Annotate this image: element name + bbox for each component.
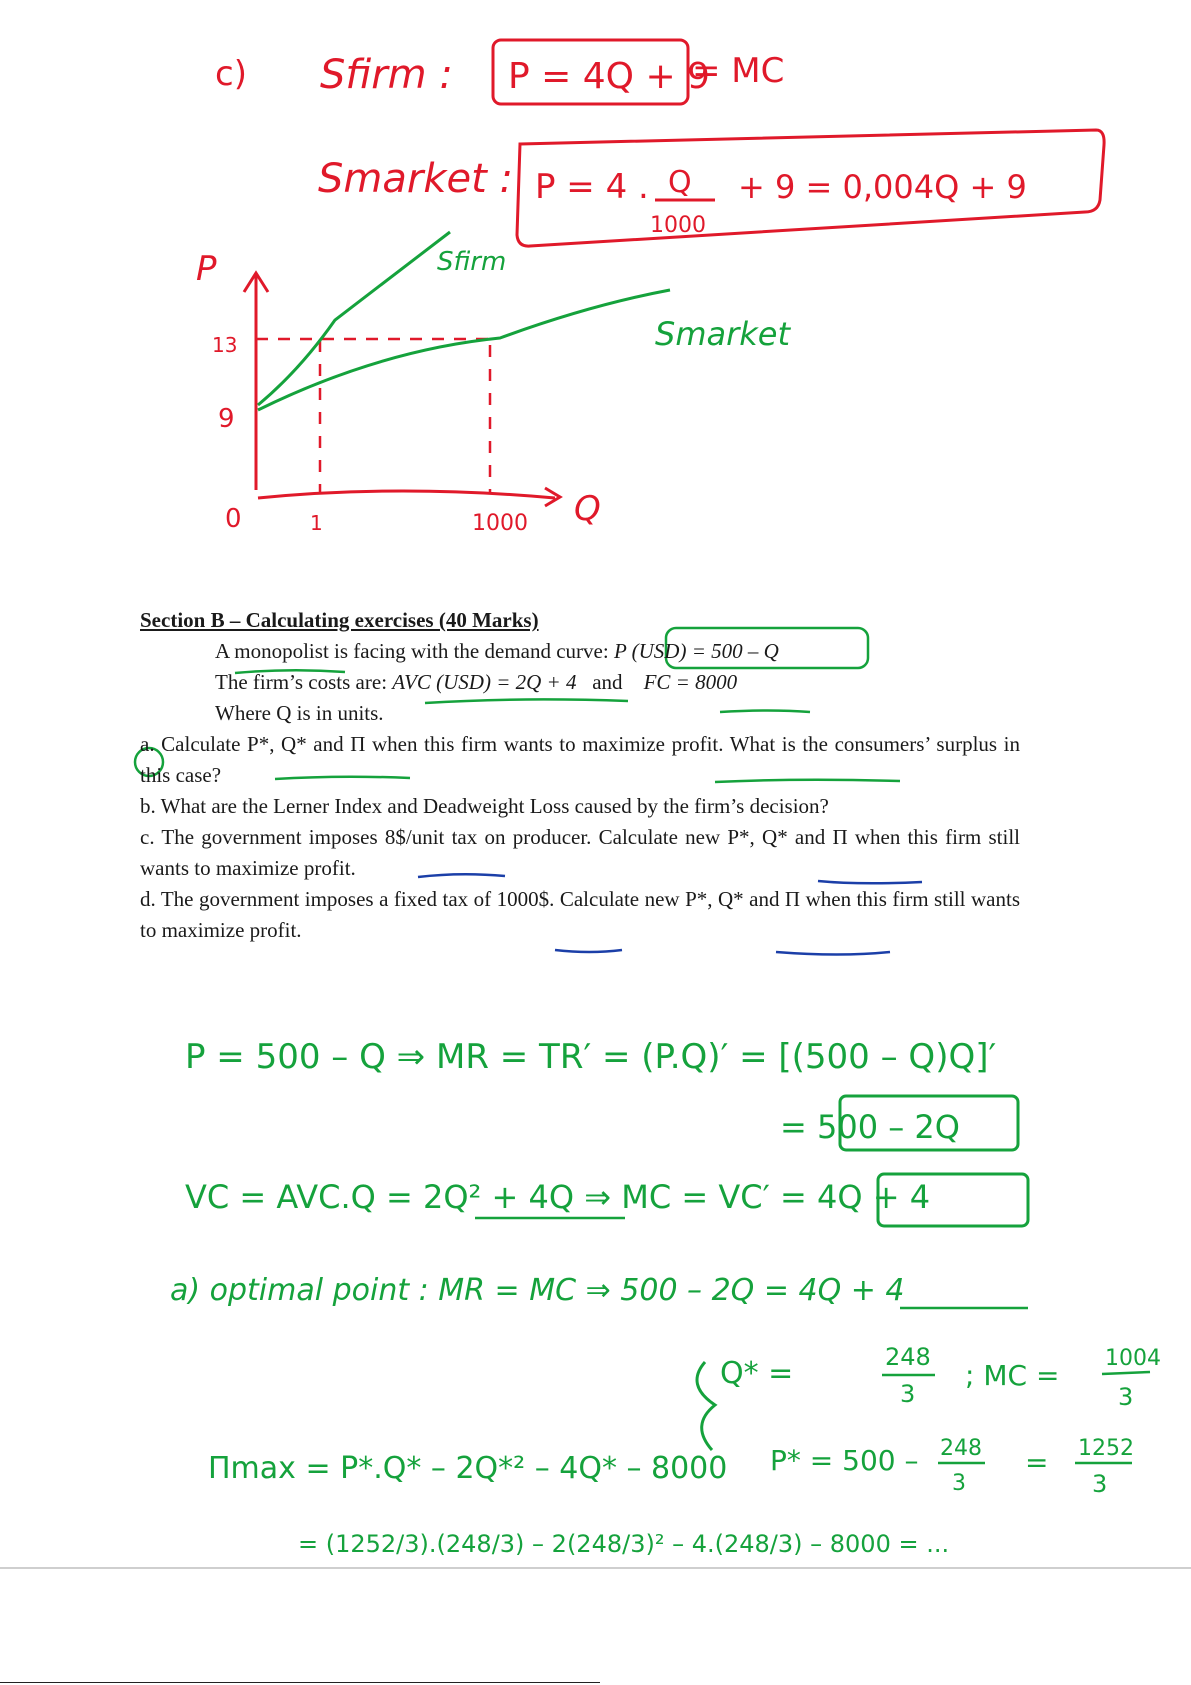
question-c xyxy=(140,822,1020,884)
x-axis xyxy=(258,491,555,498)
intro-2a: The firm’s costs are: xyxy=(215,670,393,694)
intro-1b: is facing with the demand curve: xyxy=(328,639,614,663)
s-market-label: Smarket : xyxy=(318,156,513,202)
system-brace xyxy=(697,1362,715,1450)
question-d xyxy=(140,884,1020,946)
s-market-eq-left: P = 4 . xyxy=(535,167,649,207)
y-tick-9: 9 xyxy=(218,404,235,434)
intro-line-3: Where Q is in units. xyxy=(215,701,384,725)
fc-formula: FC = 8000 xyxy=(643,670,738,694)
q-star-num: 248 xyxy=(885,1343,931,1371)
s-market-frac-den: 1000 xyxy=(650,213,706,238)
intro-line-2 xyxy=(140,667,1020,698)
qa-text-3: . What is the consumers’ surplus in this case? xyxy=(140,732,1021,787)
s-firm-curve-label: Sfirm xyxy=(437,247,507,277)
footer-rule xyxy=(0,1682,600,1683)
qd-text-2: . Calculate new xyxy=(549,887,686,911)
p-star-frac-num: 248 xyxy=(940,1436,982,1461)
y-axis-label: P xyxy=(196,249,217,289)
qa-text-2: when this firm wants to xyxy=(365,732,583,756)
page-bottom-rule xyxy=(0,1567,1191,1569)
y-tick-13: 13 xyxy=(212,333,238,357)
q-star-den: 3 xyxy=(900,1380,916,1408)
section-title: Section B – Calculating exercises (40 Marks) xyxy=(140,608,539,632)
mc-num: 1004 xyxy=(1105,1346,1161,1371)
origin-label: 0 xyxy=(225,504,242,534)
qc-text-3: when this firm still wants to maximize profit. xyxy=(140,825,1021,880)
qa-vars: P*, Q* and Π xyxy=(247,732,366,756)
part-label-c: c) xyxy=(215,54,247,94)
solution-line-2: = 500 – 2Q xyxy=(780,1108,960,1146)
demand-curve-formula: P (USD) = 500 – Q xyxy=(613,639,779,663)
solution-line-3: VC = AVC.Q = 2Q² + 4Q ⇒ MC = VC′ = 4Q + 4 xyxy=(185,1178,931,1216)
qc-tax: 8$/unit tax xyxy=(384,825,478,849)
pi-line: Πmax = P*.Q* – 2Q*² – 4Q* – 8000 xyxy=(208,1451,728,1486)
question-a-label: a. xyxy=(140,732,155,756)
question-a xyxy=(140,729,1020,791)
solution-line-1: P = 500 – Q ⇒ MR = TR′ = (P.Q)′ = [(500 – Q)Q]′ xyxy=(185,1037,997,1077)
s-firm-mc: = MC xyxy=(692,51,785,91)
qc-text-1: c. The government imposes xyxy=(140,825,385,849)
qd-tax: 1000$ xyxy=(496,887,550,911)
p-star-num: 1252 xyxy=(1078,1436,1134,1461)
intro-line-1 xyxy=(140,636,1020,667)
s-firm-label: Sfirm : xyxy=(320,52,453,98)
p-star-frac-den: 3 xyxy=(952,1471,966,1496)
qa-max: maximize profit xyxy=(582,732,719,756)
intro-monopolist: monopolist xyxy=(234,639,329,663)
qc-vars: P*, Q* and Π xyxy=(727,825,848,849)
s-market-curve-label: Smarket xyxy=(655,315,791,353)
intro-and: and xyxy=(576,670,644,694)
pi-line-2: = (1252/3).(248/3) – 2(248/3)² – 4.(248/3) – 8000 = ... xyxy=(298,1530,950,1558)
question-b: b. What are the Lerner Index and Deadweight Loss caused by the firm’s decision? xyxy=(140,794,829,818)
s-market-frac-num: Q xyxy=(668,165,692,200)
mc-label: ; MC = xyxy=(965,1359,1060,1392)
qd-text-1: d. The government imposes a fixed tax of xyxy=(140,887,497,911)
p-star-den: 3 xyxy=(1092,1470,1108,1498)
avc-formula: AVC (USD) = 2Q + 4 xyxy=(392,670,577,694)
s-firm-equation: P = 4Q + 9 xyxy=(508,56,710,97)
supply-graph xyxy=(196,232,791,536)
s-market-eq-right: + 9 = 0,004Q + 9 xyxy=(738,168,1027,206)
x-axis-label: Q xyxy=(574,489,601,529)
exam-section xyxy=(140,605,1020,946)
p-star-label: P* = 500 – xyxy=(770,1444,919,1477)
mc-den: 3 xyxy=(1118,1383,1134,1411)
s-firm-curve xyxy=(258,232,450,405)
qd-text-3: when this firm still wants to maximize profit. xyxy=(140,887,1020,942)
q-star-label: Q* = xyxy=(720,1356,794,1391)
x-tick-1000: 1000 xyxy=(472,511,528,536)
p-star-eq: = xyxy=(1025,1446,1049,1479)
x-tick-1: 1 xyxy=(310,511,323,535)
mc-bar xyxy=(1102,1372,1150,1374)
tax-underline-d xyxy=(555,950,622,952)
qa-text-1: Calculate xyxy=(154,732,248,756)
vars-underline-d xyxy=(776,952,890,955)
qc-text-2: on producer. Calculate new xyxy=(477,825,728,849)
intro-1a: A xyxy=(215,639,235,663)
solution-line-4: a) optimal point : MR = MC ⇒ 500 – 2Q = 4Q + 4 xyxy=(170,1273,905,1308)
qd-vars: P*, Q* and Π xyxy=(685,887,801,911)
